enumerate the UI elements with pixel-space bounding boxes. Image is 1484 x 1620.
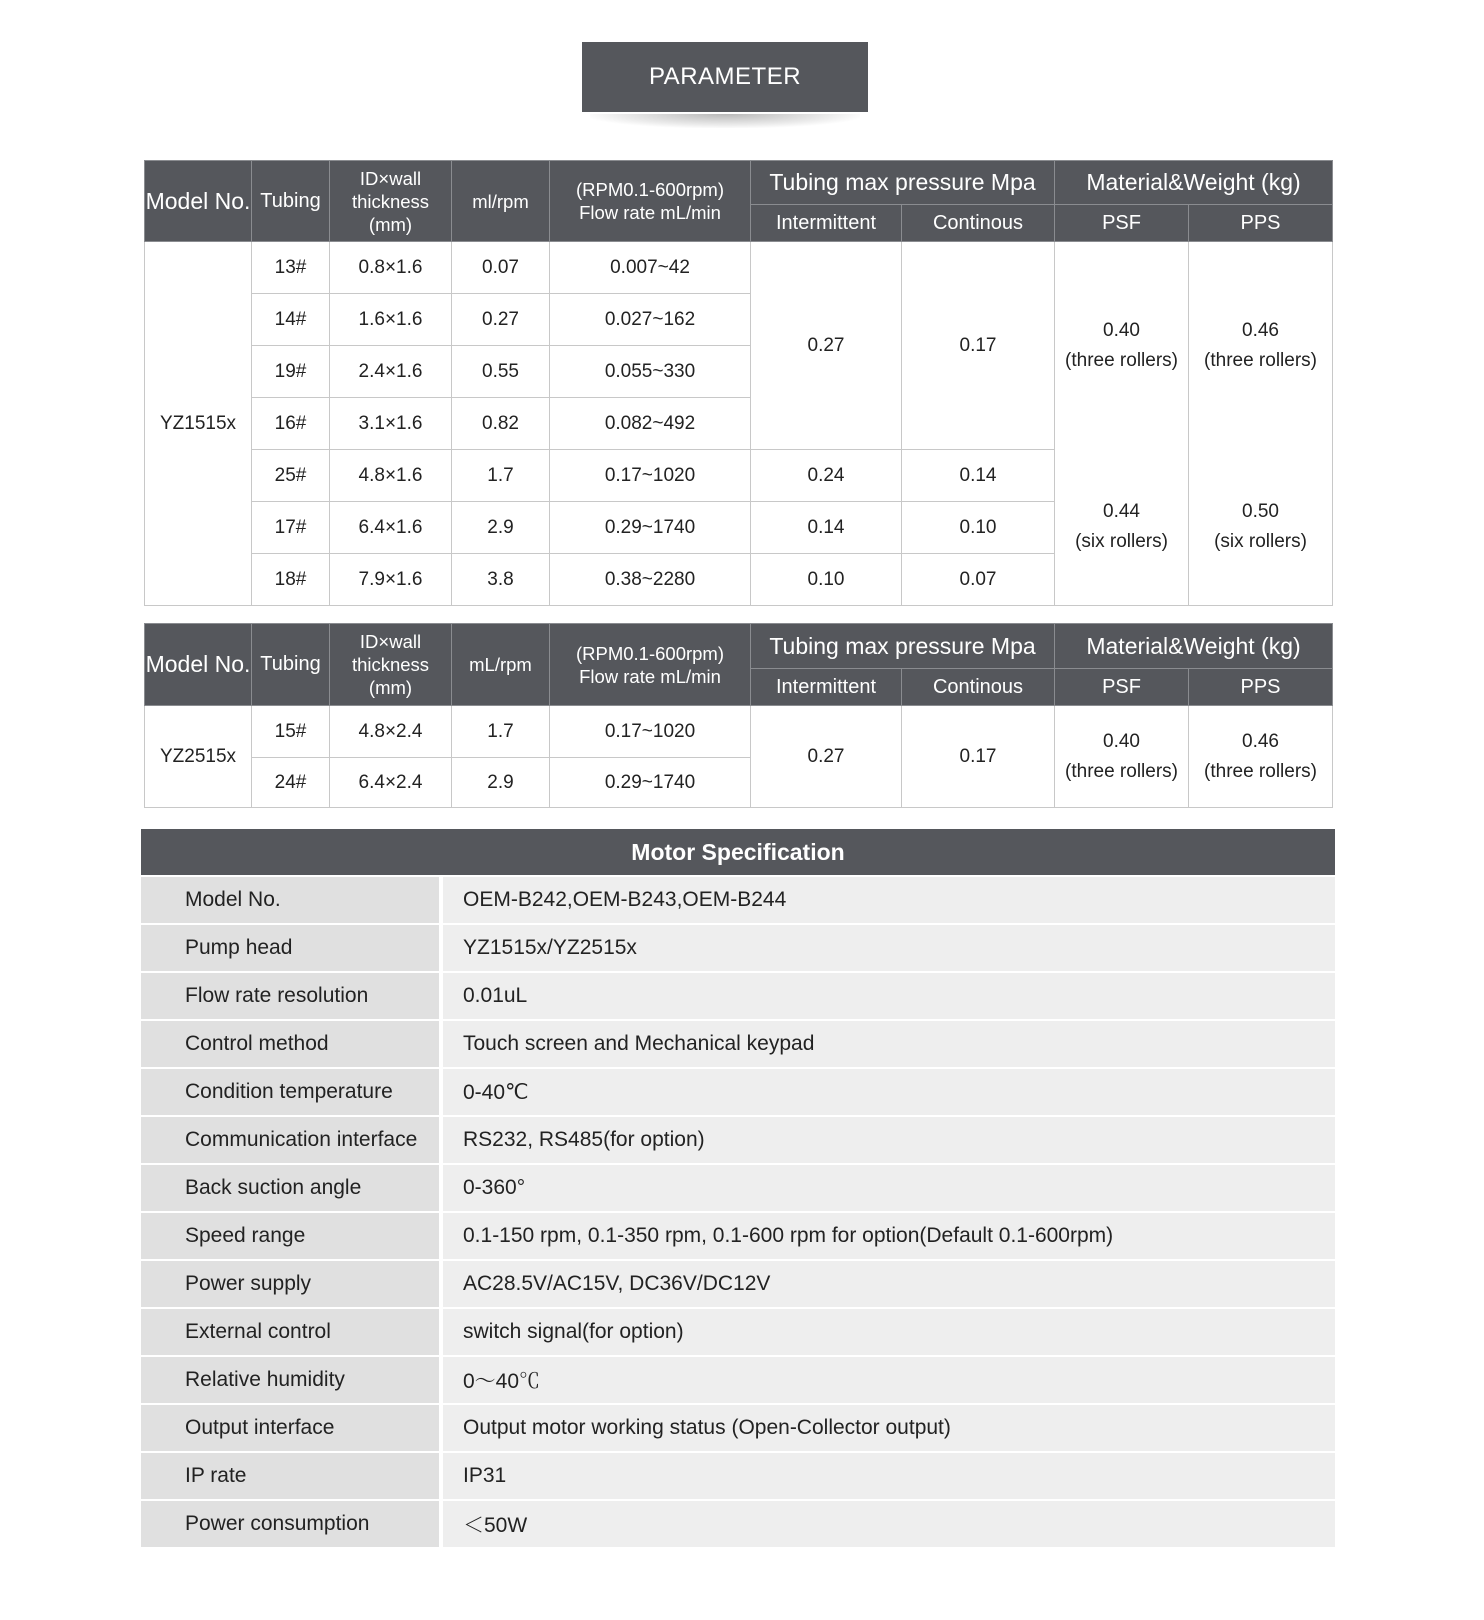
motor-specification [141,829,1335,1547]
motor-spec-title: Motor Specification [141,829,1335,875]
header-pps: PPS [1189,669,1333,706]
tubing-cell: 15# [252,706,330,758]
header-flow-line2: Flow rate mL/min [579,665,721,687]
spec-value: IP31 [443,1453,1335,1499]
header-id-wall [330,161,452,242]
spec-value: OEM-B242,OEM-B243,OEM-B244 [443,877,1335,923]
header-flow-line2: Flow rate mL/min [579,202,721,223]
spec-label: Flow rate resolution [141,973,439,1019]
psf-three-rollers-cell [1055,242,1189,450]
header-id-wall-line2: thickness [351,190,430,212]
spec-value: 0～40℃ [443,1357,1335,1403]
pps-three-rollers-cell [1189,242,1333,450]
header-psf: PSF [1055,669,1189,706]
tubing-cell: 17# [252,502,330,554]
flow-cell: 0.29~1740 [550,502,751,554]
spec-row [141,1067,1335,1115]
id-wall-cell: 7.9×1.6 [330,554,452,606]
header-id-wall-line1: ID×wall [359,167,422,189]
flow-cell: 0.082~492 [550,398,751,450]
id-wall-cell: 4.8×1.6 [330,450,452,502]
header-id-wall-line1: ID×wall [359,631,422,652]
intermittent-cell: 0.24 [751,450,902,502]
id-wall-cell: 6.4×1.6 [330,502,452,554]
header-tubing: Tubing [252,161,330,242]
ml-rpm-cell: 2.9 [452,758,550,808]
psf-six-value: 0.44 [1103,501,1140,523]
spec-label: Communication interface [141,1117,439,1163]
spec-label: Relative humidity [141,1357,439,1403]
spec-value: 0-40℃ [443,1069,1335,1115]
spec-label: Control method [141,1021,439,1067]
spec-row [141,1115,1335,1163]
table-row [145,706,1333,758]
header-flow-line1: (RPM0.1-600rpm) [575,642,725,664]
spec-label: Back suction angle [141,1165,439,1211]
intermittent-cell: 0.27 [751,706,902,808]
header-pressure: Tubing max pressure Mpa [751,161,1055,205]
header-model-no: Model No. [145,161,252,242]
spec-row [141,875,1335,923]
pps-six-value: 0.50 [1242,501,1279,523]
header-flow-line1: (RPM0.1-600rpm) [575,179,725,200]
table-row [145,450,1333,502]
header-intermittent: Intermittent [751,205,902,242]
continous-cell: 0.10 [902,502,1055,554]
header-id-wall-line2: thickness [351,654,430,675]
parameter-banner [582,42,868,132]
intermittent-cell: 0.27 [751,242,902,450]
ml-rpm-cell: 0.55 [452,346,550,398]
model-cell: YZ2515x [145,706,252,808]
header-pps: PPS [1189,205,1333,242]
id-wall-cell: 6.4×2.4 [330,758,452,808]
spec-row [141,1019,1335,1067]
spec-label: Condition temperature [141,1069,439,1115]
tubing-cell: 16# [252,398,330,450]
parameter-table-yz2515x [144,623,1333,808]
flow-cell: 0.17~1020 [550,450,751,502]
spec-value: switch signal(for option) [443,1309,1335,1355]
table-row [145,242,1333,294]
psf-note: (three rollers) [1065,760,1178,782]
flow-cell: 0.055~330 [550,346,751,398]
pps-three-note: (three rollers) [1204,349,1317,371]
banner-shadow [590,114,860,128]
parameter-table-yz1515x [144,160,1333,606]
pps-value: 0.46 [1242,730,1279,752]
header-ml-rpm: mL/rpm [452,624,550,706]
psf-value: 0.40 [1103,730,1140,752]
ml-rpm-cell: 2.9 [452,502,550,554]
spec-row [141,923,1335,971]
model-cell: YZ1515x [145,242,252,606]
spec-label: Power consumption [141,1501,439,1547]
header-flow-rate [550,624,751,706]
continous-cell: 0.07 [902,554,1055,606]
spec-label: Power supply [141,1261,439,1307]
spec-value: RS232, RS485(for option) [443,1117,1335,1163]
spec-value: YZ1515x/YZ2515x [443,925,1335,971]
id-wall-cell: 2.4×1.6 [330,346,452,398]
header-flow-rate [550,161,751,242]
spec-value: Output motor working status (Open-Collector output) [443,1405,1335,1451]
pps-three-value: 0.46 [1242,319,1279,341]
header-material: Material&Weight (kg) [1055,161,1333,205]
pps-six-note: (six rollers) [1214,531,1307,553]
tubing-cell: 25# [252,450,330,502]
continous-cell: 0.14 [902,450,1055,502]
id-wall-cell: 0.8×1.6 [330,242,452,294]
psf-three-note: (three rollers) [1065,349,1178,371]
spec-row [141,1211,1335,1259]
spec-row [141,1355,1335,1403]
tubing-cell: 18# [252,554,330,606]
header-id-wall-line3: (mm) [368,213,413,235]
intermittent-cell: 0.10 [751,554,902,606]
header-id-wall [330,624,452,706]
flow-cell: 0.17~1020 [550,706,751,758]
header-id-wall-line3: (mm) [368,677,413,698]
banner-title: PARAMETER [582,42,868,112]
spec-row [141,1307,1335,1355]
header-model-no: Model No. [145,624,252,706]
spec-row [141,1451,1335,1499]
flow-cell: 0.29~1740 [550,758,751,808]
flow-cell: 0.007~42 [550,242,751,294]
ml-rpm-cell: 3.8 [452,554,550,606]
header-tubing: Tubing [252,624,330,706]
id-wall-cell: 3.1×1.6 [330,398,452,450]
tubing-cell: 14# [252,294,330,346]
header-material: Material&Weight (kg) [1055,624,1333,669]
spec-row [141,971,1335,1019]
spec-label: Model No. [141,877,439,923]
psf-three-value: 0.40 [1103,319,1140,341]
header-ml-rpm: ml/rpm [452,161,550,242]
intermittent-cell: 0.14 [751,502,902,554]
header-psf: PSF [1055,205,1189,242]
psf-six-rollers-cell [1055,450,1189,606]
continous-cell: 0.17 [902,706,1055,808]
spec-label: Output interface [141,1405,439,1451]
spec-value: Touch screen and Mechanical keypad [443,1021,1335,1067]
id-wall-cell: 4.8×2.4 [330,706,452,758]
spec-value: 0.01uL [443,973,1335,1019]
header-continous: Continous [902,205,1055,242]
spec-value: 0-360° [443,1165,1335,1211]
spec-label: Speed range [141,1213,439,1259]
ml-rpm-cell: 0.07 [452,242,550,294]
spec-label: IP rate [141,1453,439,1499]
spec-row [141,1259,1335,1307]
spec-label: Pump head [141,925,439,971]
spec-row [141,1163,1335,1211]
spec-row [141,1499,1335,1547]
spec-value: ＜50W [443,1501,1335,1547]
ml-rpm-cell: 0.82 [452,398,550,450]
id-wall-cell: 1.6×1.6 [330,294,452,346]
tubing-cell: 13# [252,242,330,294]
ml-rpm-cell: 1.7 [452,450,550,502]
psf-six-note: (six rollers) [1075,531,1168,553]
header-continous: Continous [902,669,1055,706]
spec-row [141,1403,1335,1451]
flow-cell: 0.38~2280 [550,554,751,606]
tubing-cell: 24# [252,758,330,808]
ml-rpm-cell: 0.27 [452,294,550,346]
pps-note: (three rollers) [1204,760,1317,782]
header-intermittent: Intermittent [751,669,902,706]
spec-value: 0.1-150 rpm, 0.1-350 rpm, 0.1-600 rpm for option(Default 0.1-600rpm) [443,1213,1335,1259]
ml-rpm-cell: 1.7 [452,706,550,758]
spec-value: AC28.5V/AC15V, DC36V/DC12V [443,1261,1335,1307]
psf-cell [1055,706,1189,808]
flow-cell: 0.027~162 [550,294,751,346]
pps-six-rollers-cell [1189,450,1333,606]
continous-cell: 0.17 [902,242,1055,450]
pps-cell [1189,706,1333,808]
header-pressure: Tubing max pressure Mpa [751,624,1055,669]
tubing-cell: 19# [252,346,330,398]
spec-label: External control [141,1309,439,1355]
